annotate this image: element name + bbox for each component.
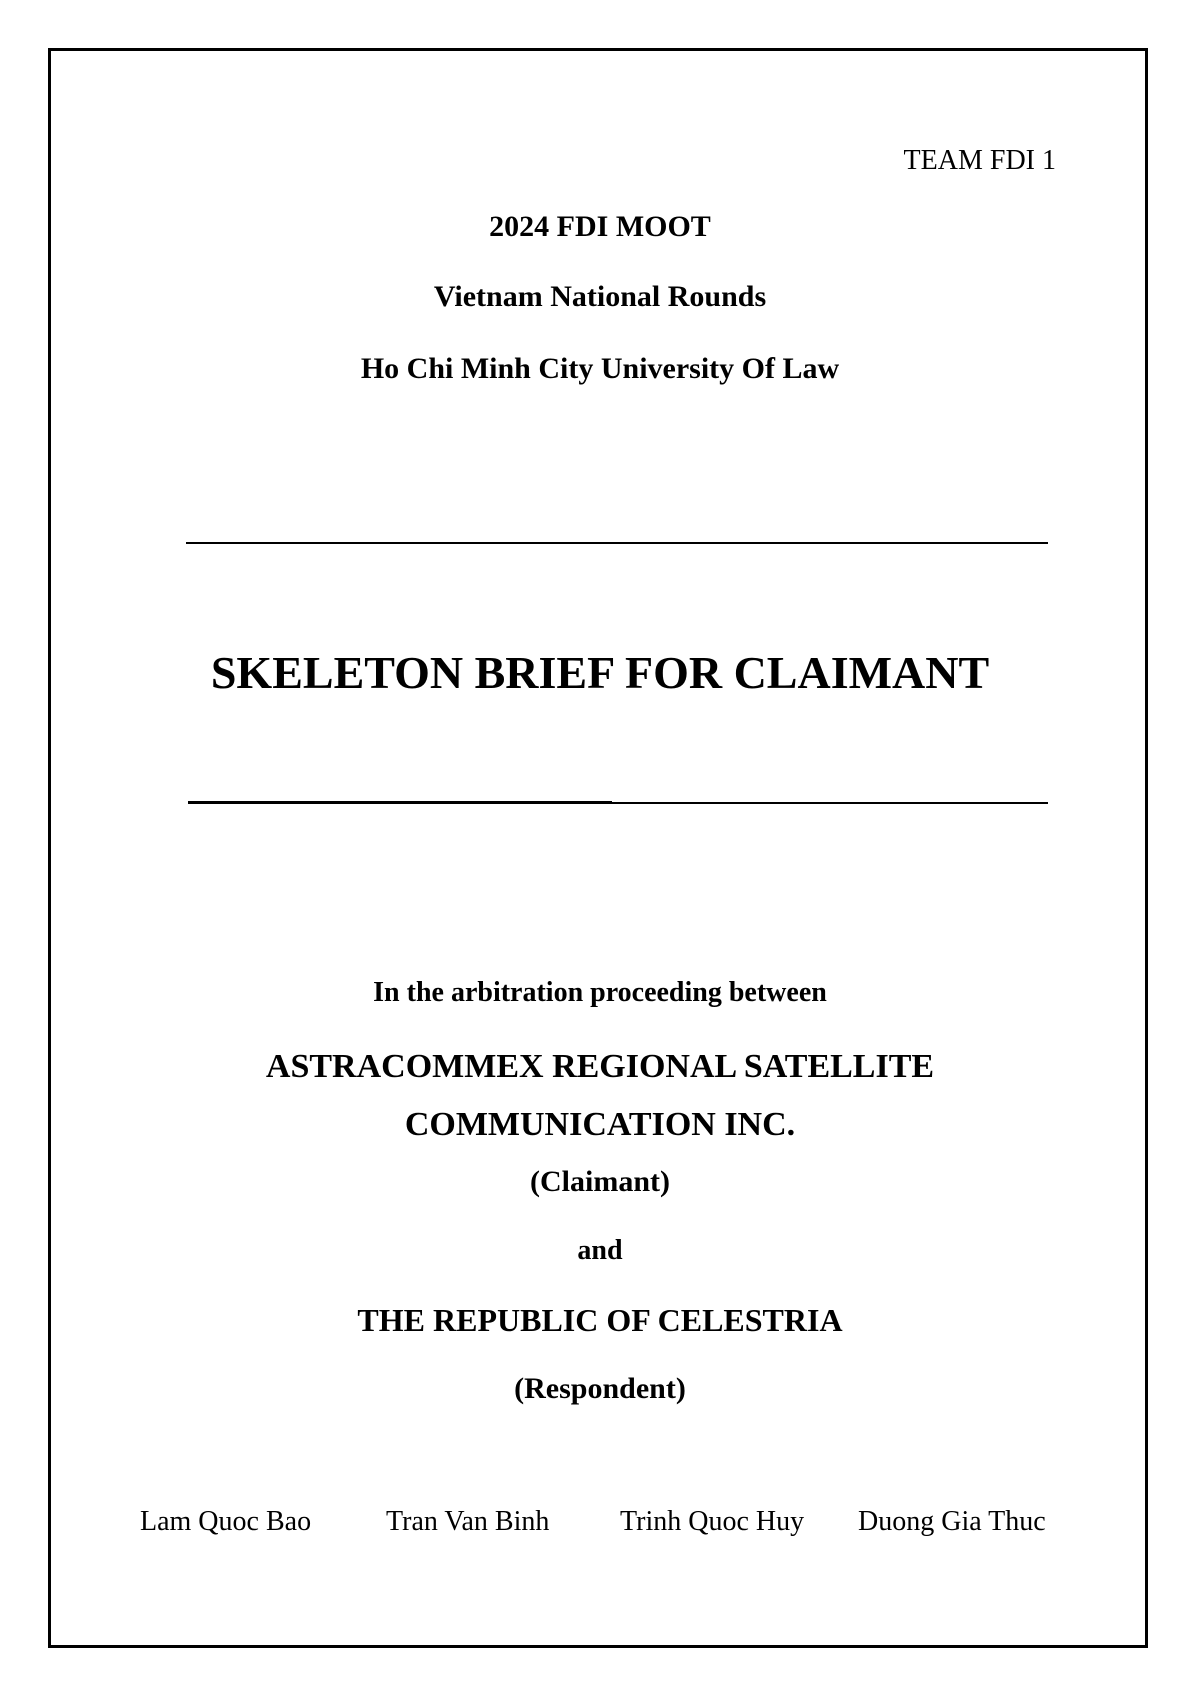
- claimant-role: (Claimant): [530, 1165, 670, 1198]
- claimant-name-line-1: ASTRACOMMEX REGIONAL SATELLITE: [265, 1048, 935, 1085]
- author-name: Lam Quoc Bao: [140, 1506, 312, 1537]
- competition-title: 2024 FDI MOOT: [489, 210, 711, 243]
- proceeding-intro: In the arbitration proceeding between: [373, 977, 827, 1008]
- respondent-role: (Respondent): [514, 1372, 686, 1405]
- team-label: TEAM FDI 1: [903, 145, 1056, 176]
- claimant-name-line-2: COMMUNICATION INC.: [404, 1106, 796, 1143]
- document-title: SKELETON BRIEF FOR CLAIMANT: [210, 647, 990, 698]
- author-name: Duong Gia Thuc: [858, 1506, 1046, 1537]
- title-rule-top: [186, 542, 1048, 544]
- rounds-title: Vietnam National Rounds: [433, 280, 767, 313]
- conjunction: and: [577, 1235, 623, 1266]
- respondent-name: THE REPUBLIC OF CELESTRIA: [357, 1302, 843, 1338]
- title-rule-bottom-accent: [188, 801, 612, 804]
- university-title: Ho Chi Minh City University Of Law: [360, 352, 840, 385]
- author-name: Tran Van Binh: [386, 1506, 550, 1537]
- claimant-name: [0, 1038, 1200, 1154]
- author-name: Trinh Quoc Huy: [620, 1506, 805, 1537]
